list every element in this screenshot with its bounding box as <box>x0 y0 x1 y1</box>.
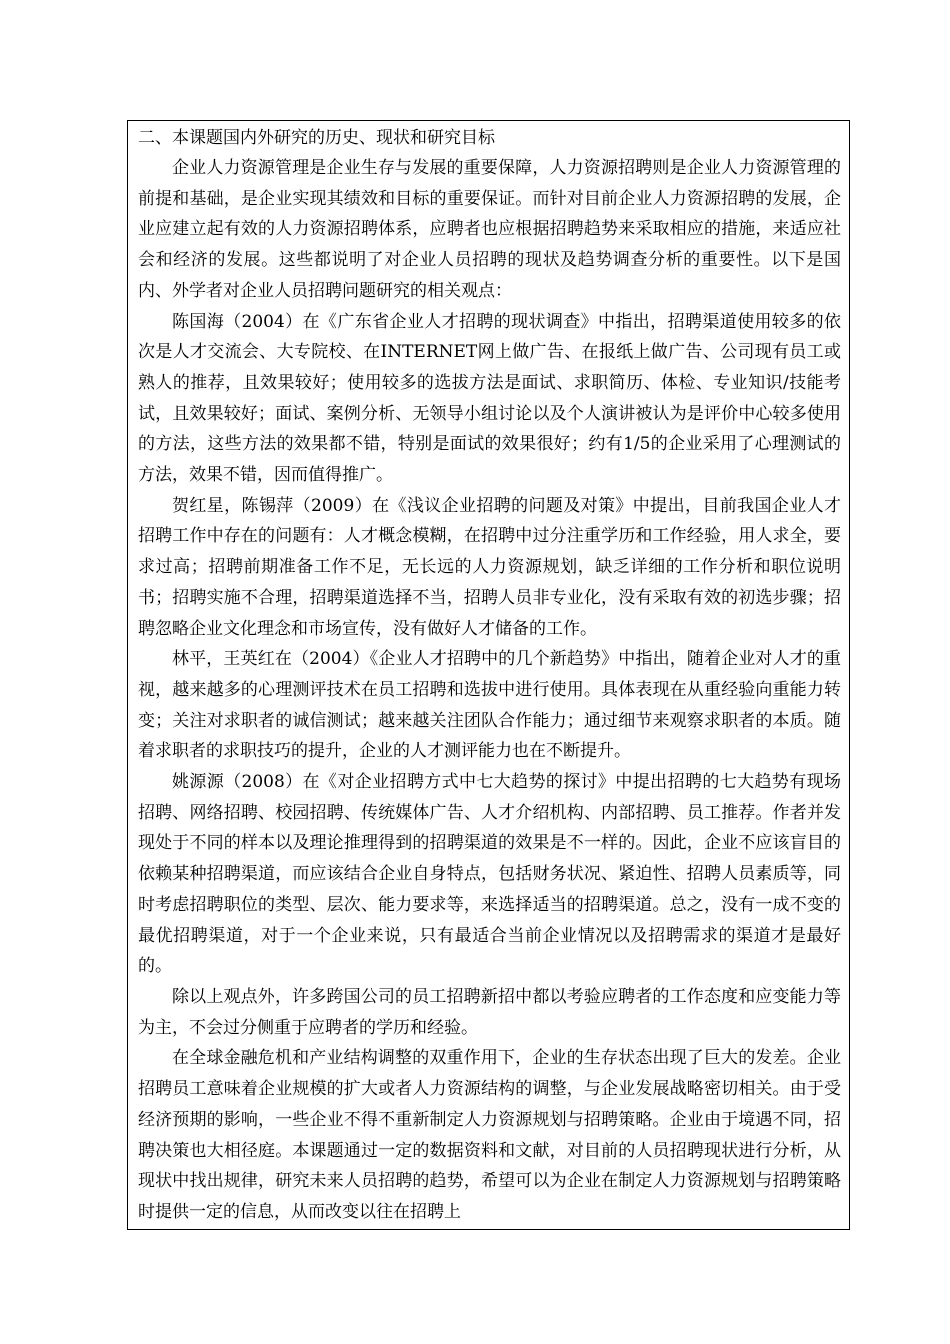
cell-content <box>138 123 841 1228</box>
paragraph-chen-guohai: 陈国海（2004）在《广东省企业人才招聘的现状调查》中指出，招聘渠道使用较多的依次是人才交流会、大专院校、在INTERNET网上做广告、在报纸上做广告、公司现有员工或熟人的推荐，且效果较好；使用较多的选拔方法是面试、求职简历、体检、专业知识/技能考试，且效果较好；面试、案例分析、无领导小组讨论以及个人演讲被认为是评价中心较多使用的方法，这些方法的效果都不错，特别是面试的效果很好；约有1/5的企业采用了心理测试的方法，效果不错，因而值得推广。 <box>138 311 841 486</box>
paragraph-he-hongxing: 贺红星，陈锡萍（2009）在《浅议企业招聘的问题及对策》中提出，目前我国企业人才招聘工作中存在的问题有：人才概念模糊，在招聘中过分注重学历和工作经验，用人求全，要求过高；招聘前期准备工作不足，无长远的人力资源规划，缺乏详细的工作分析和职位说明书；招聘实施不合理，招聘渠道选择不当，招聘人员非专业化，没有采取有效的初选步骤；招聘忽略企业文化理念和市场宣传，没有做好人才储备的工作。 <box>138 495 841 639</box>
table-cell-frame <box>127 120 850 1230</box>
paragraph-yao-yuanyuan: 姚源源（2008）在《对企业招聘方式中七大趋势的探讨》中提出招聘的七大趋势有现场招聘、网络招聘、校园招聘、传统媒体广告、人才介绍机构、内部招聘、员工推荐。作者并发现处于不同的样本以及理论推理得到的招聘渠道的效果是不一样的。因此，企业不应该盲目的依赖某种招聘渠道，而应该结合企业自身特点，包括财务状况、紧迫性、招聘人员素质等，同时考虑招聘职位的类型、层次、能力要求等，来选择适当的招聘渠道。总之，没有一成不变的最优招聘渠道，对于一个企业来说，只有最适合当前企业情况以及招聘需求的渠道才是最好的。 <box>138 772 841 977</box>
paragraph-multinational: 除以上观点外，许多跨国公司的员工招聘新招中都以考验应聘者的工作态度和应变能力等为主，不会过分侧重于应聘者的学历和经验。 <box>138 986 841 1038</box>
paragraph-intro: 企业人力资源管理是企业生存与发展的重要保障，人力资源招聘则是企业人力资源管理的前提和基础，是企业实现其绩效和目标的重要保证。而针对目前企业人力资源招聘的发展，企业应建立起有效的人力资源招聘体系，应聘者也应根据招聘趋势来采取相应的措施，来适应社会和经济的发展。这些都说明了对企业人员招聘的现状及趋势调查分析的重要性。以下是国内、外学者对企业人员招聘问题研究的相关观点： <box>138 158 841 301</box>
paragraph-financial-crisis: 在全球金融危机和产业结构调整的双重作用下，企业的生存状态出现了巨大的发差。企业招聘员工意味着企业规模的扩大或者人力资源结构的调整，与企业发展战略密切相关。由于受经济预期的影响，一些企业不得不重新制定人力资源规划与招聘策略。企业由于境遇不同，招聘决策也大相径庭。本课题通过一定的数据资料和文献，对目前的人员招聘现状进行分析，从现状中找出规律，研究未来人员招聘的趋势，希望可以为企业在制定人力资源规划与招聘策略时提供一定的信息，从而改变以往在招聘上 <box>138 1048 841 1222</box>
section-heading: 二、本课题国内外研究的历史、现状和研究目标 <box>138 128 495 148</box>
paragraph-lin-ping: 林平，王英红在（2004）《企业人才招聘中的几个新趋势》中指出，随着企业对人才的重视，越来越多的心理测评技术在员工招聘和选拔中进行使用。具体表现在从重经验向重能力转变；关注对求职者的诚信测试；越来越关注团队合作能力；通过细节来观察求职者的本质。随着求职者的求职技巧的提升，企业的人才测评能力也在不断提升。 <box>138 649 841 762</box>
